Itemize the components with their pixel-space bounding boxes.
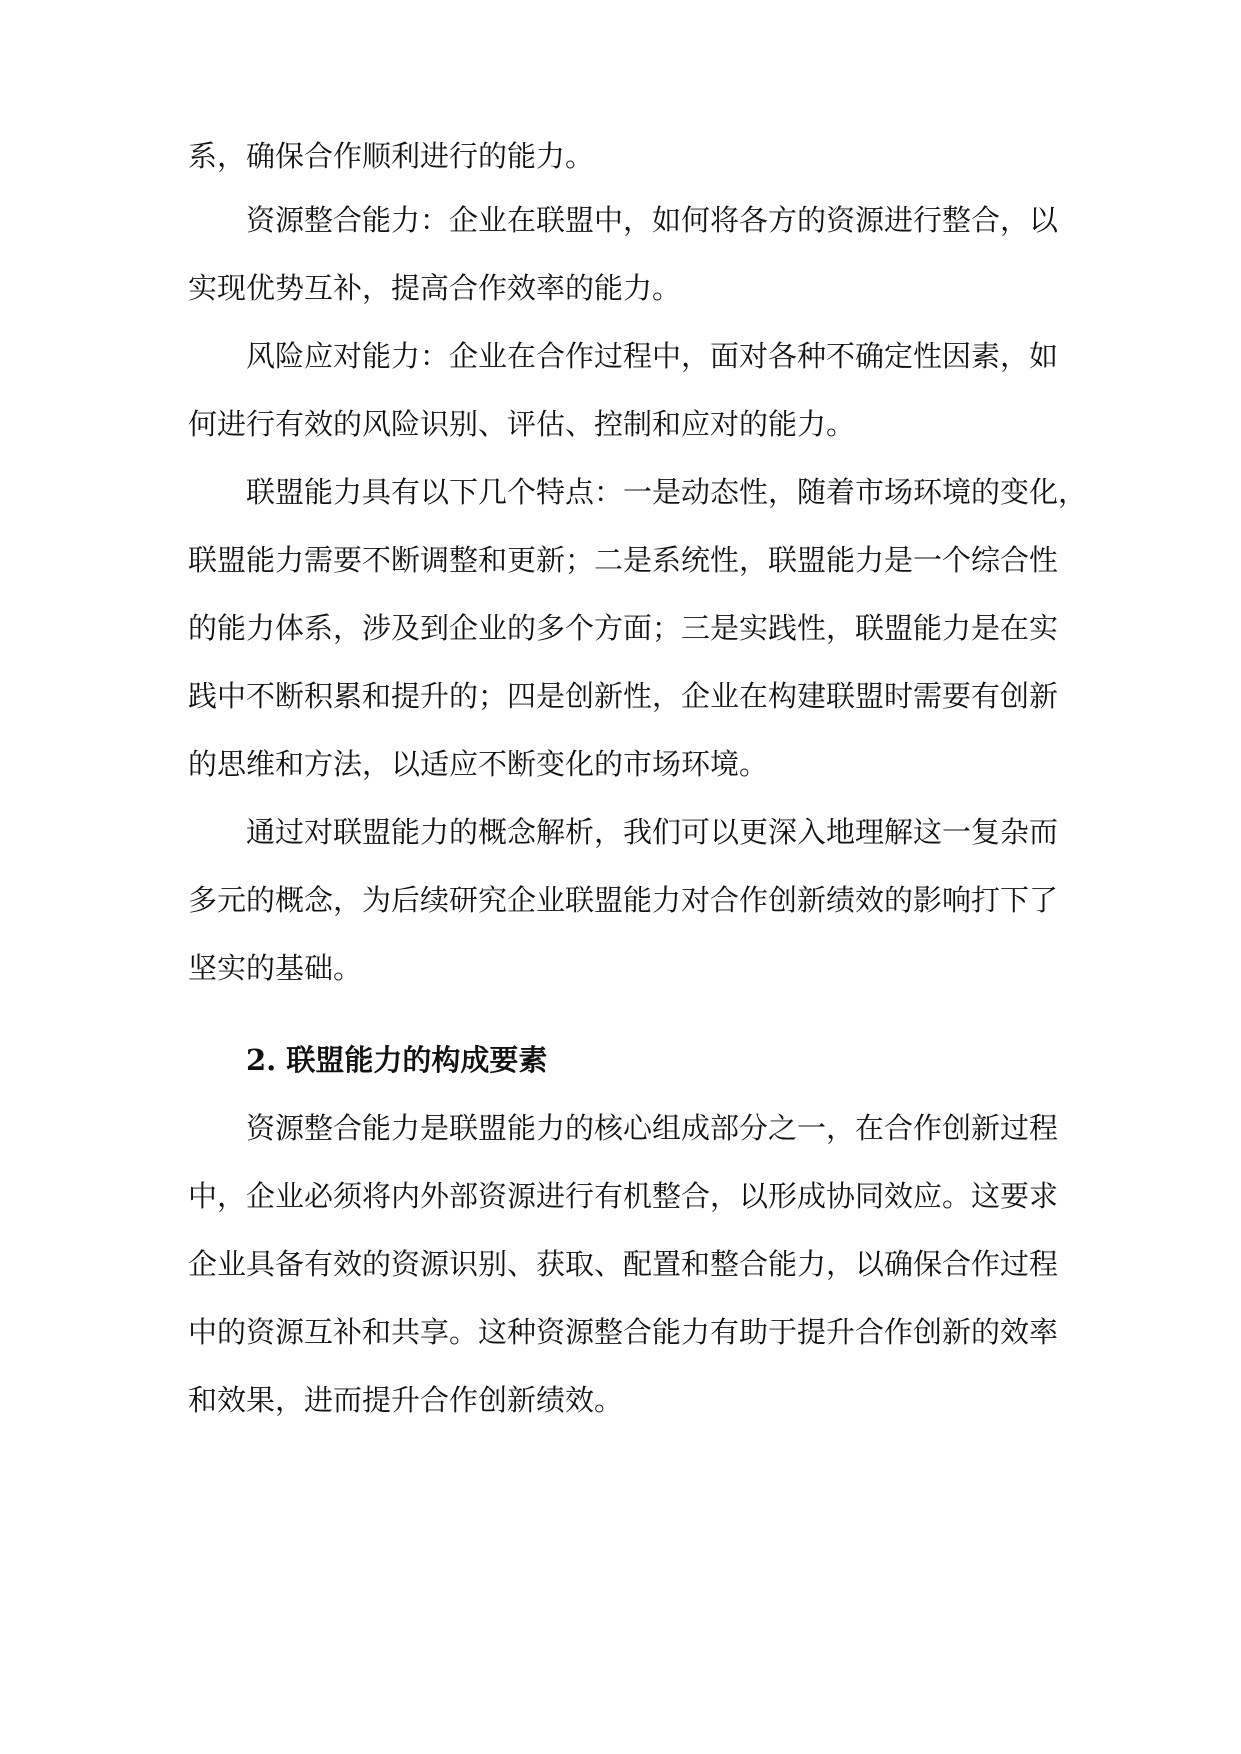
text-line: 实现优势互补，提高合作效率的能力。 xyxy=(188,271,682,305)
text-line: 系，确保合作顺利进行的能力。 xyxy=(188,139,595,173)
text-line: 的能力体系，涉及到企业的多个方面；三是实践性，联盟能力是在实 xyxy=(188,611,1059,645)
text-line: 风险应对能力：企业在合作过程中，面对各种不确定性因素，如 xyxy=(246,339,1059,373)
text-line: 中的资源互补和共享。这种资源整合能力有助于提升合作创新的效率 xyxy=(188,1315,1059,1349)
text-line: 和效果，进而提升合作创新绩效。 xyxy=(188,1383,624,1417)
text-line: 联盟能力具有以下几个特点：一是动态性，随着市场环境的变化， xyxy=(246,475,1088,509)
text-line: 的思维和方法，以适应不断变化的市场环境。 xyxy=(188,747,769,781)
text-line: 企业具备有效的资源识别、获取、配置和整合能力，以确保合作过程 xyxy=(188,1247,1059,1281)
text-line: 坚实的基础。 xyxy=(188,951,363,985)
text-line: 何进行有效的风险识别、评估、控制和应对的能力。 xyxy=(188,407,856,441)
text-line: 联盟能力需要不断调整和更新；二是系统性，联盟能力是一个综合性 xyxy=(188,543,1059,577)
text-line: 多元的概念，为后续研究企业联盟能力对合作创新绩效的影响打下了 xyxy=(188,883,1059,917)
text-line: 中，企业必须将内外部资源进行有机整合，以形成协同效应。这要求 xyxy=(188,1179,1059,1213)
text-line: 通过对联盟能力的概念解析，我们可以更深入地理解这一复杂而 xyxy=(246,815,1059,849)
text-line: 资源整合能力：企业在联盟中，如何将各方的资源进行整合，以 xyxy=(246,203,1059,237)
text-line: 资源整合能力是联盟能力的核心组成部分之一，在合作创新过程 xyxy=(246,1111,1059,1145)
section-heading: 2. 联盟能力的构成要素 xyxy=(246,1043,548,1077)
text-line: 践中不断积累和提升的；四是创新性，企业在构建联盟时需要有创新 xyxy=(188,679,1059,713)
